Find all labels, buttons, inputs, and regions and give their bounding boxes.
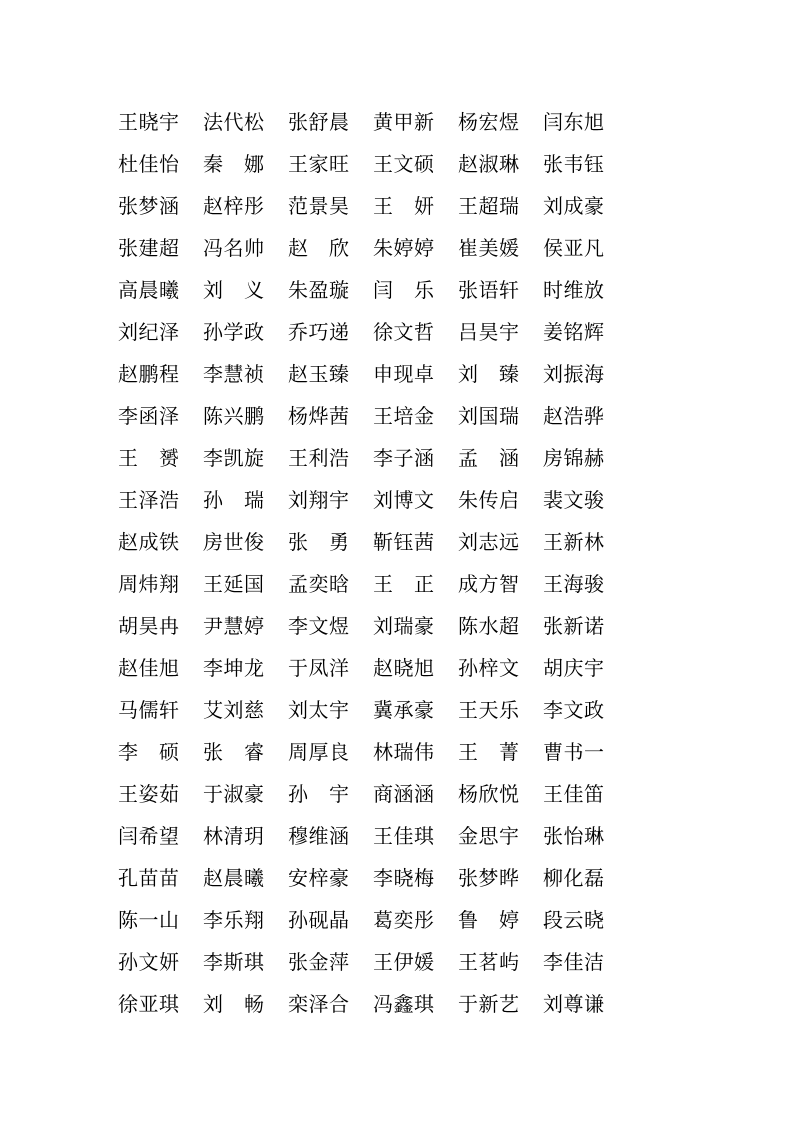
name-entry: 成方智: [458, 572, 520, 596]
name-entry: 张 勇: [288, 530, 350, 554]
name-entry: 陈一山: [118, 908, 180, 932]
name-entry: 孟 涵: [458, 446, 520, 470]
name-entry: 李佳洁: [543, 950, 605, 974]
name-entry: 于新艺: [458, 992, 520, 1016]
name-entry: 冀承豪: [373, 698, 435, 722]
name-entry: 杨欣悦: [458, 782, 520, 806]
name-entry: 王 妍: [373, 194, 435, 218]
name-entry: 乔巧递: [288, 320, 350, 344]
name-entry: 王新林: [543, 530, 605, 554]
name-entry: 马儒轩: [118, 698, 180, 722]
name-entry: 王姿茹: [118, 782, 180, 806]
name-entry: 王 赟: [118, 446, 180, 470]
name-entry: 时维放: [543, 278, 605, 302]
name-entry: 刘国瑞: [458, 404, 520, 428]
name-entry: 张 睿: [203, 740, 265, 764]
name-entry: 张新诺: [543, 614, 605, 638]
name-entry: 崔美媛: [458, 236, 520, 260]
name-entry: 孙文妍: [118, 950, 180, 974]
name-entry: 刘 畅: [203, 992, 265, 1016]
name-entry: 朱传启: [458, 488, 520, 512]
name-entry: 赵浩骅: [543, 404, 605, 428]
name-entry: 杨宏煜: [458, 110, 520, 134]
name-entry: 鲁 婷: [458, 908, 520, 932]
name-entry: 孙梓文: [458, 656, 520, 680]
name-entry: 王超瑞: [458, 194, 520, 218]
name-entry: 赵梓彤: [203, 194, 265, 218]
name-entry: 房世俊: [203, 530, 265, 554]
name-entry: 孙学政: [203, 320, 265, 344]
name-entry: 刘翔宇: [288, 488, 350, 512]
name-entry: 栾泽合: [288, 992, 350, 1016]
name-entry: 柳化磊: [543, 866, 605, 890]
name-entry: 尹慧婷: [203, 614, 265, 638]
name-entry: 安梓豪: [288, 866, 350, 890]
name-entry: 李文煜: [288, 614, 350, 638]
name-entry: 冯名帅: [203, 236, 265, 260]
name-entry: 王茗屿: [458, 950, 520, 974]
name-entry: 孔苗苗: [118, 866, 180, 890]
name-entry: 张梦晔: [458, 866, 520, 890]
name-entry: 闫东旭: [543, 110, 605, 134]
name-entry: 胡庆宇: [543, 656, 605, 680]
name-entry: 赵晨曦: [203, 866, 265, 890]
name-entry: 胡昊冉: [118, 614, 180, 638]
name-entry: 张梦涵: [118, 194, 180, 218]
name-entry: 李文政: [543, 698, 605, 722]
name-entry: 李乐翔: [203, 908, 265, 932]
name-entry: 李凯旋: [203, 446, 265, 470]
name-entry: 范景昊: [288, 194, 350, 218]
name-entry: 高晨曦: [118, 278, 180, 302]
name-entry: 王 正: [373, 572, 435, 596]
name-entry: 王延国: [203, 572, 265, 596]
name-entry: 张韦钰: [543, 152, 605, 176]
name-entry: 赵淑琳: [458, 152, 520, 176]
name-entry: 朱婷婷: [373, 236, 435, 260]
name-entry: 王利浩: [288, 446, 350, 470]
name-entry: 李慧祯: [203, 362, 265, 386]
name-entry: 段云晓: [543, 908, 605, 932]
name-entry: 李函泽: [118, 404, 180, 428]
name-entry: 朱盈璇: [288, 278, 350, 302]
name-entry: 吕昊宇: [458, 320, 520, 344]
name-entry: 林清玥: [203, 824, 265, 848]
name-entry: 刘 义: [203, 278, 265, 302]
name-entry: 闫 乐: [373, 278, 435, 302]
name-entry: 王泽浩: [118, 488, 180, 512]
name-entry: 陈兴鹏: [203, 404, 265, 428]
name-entry: 侯亚凡: [543, 236, 605, 260]
name-entry: 王佳笛: [543, 782, 605, 806]
name-entry: 孙 宇: [288, 782, 350, 806]
name-entry: 赵佳旭: [118, 656, 180, 680]
name-entry: 李子涵: [373, 446, 435, 470]
name-entry: 杜佳怡: [118, 152, 180, 176]
name-entry: 姜铭辉: [543, 320, 605, 344]
name-entry: 王天乐: [458, 698, 520, 722]
name-entry: 于淑豪: [203, 782, 265, 806]
name-entry: 秦 娜: [203, 152, 265, 176]
name-entry: 刘成豪: [543, 194, 605, 218]
name-entry: 张建超: [118, 236, 180, 260]
name-entry: 林瑞伟: [373, 740, 435, 764]
name-entry: 李坤龙: [203, 656, 265, 680]
name-entry: 王培金: [373, 404, 435, 428]
name-entry: 法代松: [203, 110, 265, 134]
name-entry: 房锦赫: [543, 446, 605, 470]
name-entry: 周厚良: [288, 740, 350, 764]
name-entry: 王佳琪: [373, 824, 435, 848]
name-entry: 周炜翔: [118, 572, 180, 596]
name-entry: 商涵涵: [373, 782, 435, 806]
name-entry: 李晓梅: [373, 866, 435, 890]
name-entry: 于凤洋: [288, 656, 350, 680]
name-entry: 陈水超: [458, 614, 520, 638]
name-entry: 刘志远: [458, 530, 520, 554]
name-entry: 刘纪泽: [118, 320, 180, 344]
name-entry: 孙 瑞: [203, 488, 265, 512]
name-entry: 刘太宇: [288, 698, 350, 722]
name-entry: 冯鑫琪: [373, 992, 435, 1016]
name-entry: 张语轩: [458, 278, 520, 302]
name-entry: 刘尊谦: [543, 992, 605, 1016]
name-entry: 申现卓: [373, 362, 435, 386]
name-entry: 王伊媛: [373, 950, 435, 974]
name-entry: 张舒晨: [288, 110, 350, 134]
name-entry: 赵 欣: [288, 236, 350, 260]
name-list-grid: [118, 101, 628, 1025]
name-entry: 徐亚琪: [118, 992, 180, 1016]
name-entry: 杨烨茜: [288, 404, 350, 428]
name-entry: 赵玉臻: [288, 362, 350, 386]
name-entry: 王海骏: [543, 572, 605, 596]
name-entry: 孟奕晗: [288, 572, 350, 596]
name-entry: 赵鹏程: [118, 362, 180, 386]
name-entry: 穆维涵: [288, 824, 350, 848]
name-entry: 曹书一: [543, 740, 605, 764]
name-entry: 金思宇: [458, 824, 520, 848]
name-entry: 王晓宇: [118, 110, 180, 134]
name-entry: 刘瑞豪: [373, 614, 435, 638]
name-entry: 刘 臻: [458, 362, 520, 386]
name-entry: 徐文哲: [373, 320, 435, 344]
name-entry: 赵成铁: [118, 530, 180, 554]
name-entry: 赵晓旭: [373, 656, 435, 680]
name-entry: 葛奕彤: [373, 908, 435, 932]
name-entry: 黄甲新: [373, 110, 435, 134]
name-entry: 李 硕: [118, 740, 180, 764]
name-entry: 靳钰茜: [373, 530, 435, 554]
name-entry: 艾刘慈: [203, 698, 265, 722]
name-entry: 李斯琪: [203, 950, 265, 974]
name-entry: 刘振海: [543, 362, 605, 386]
name-entry: 刘博文: [373, 488, 435, 512]
name-entry: 闫希望: [118, 824, 180, 848]
name-entry: 张金萍: [288, 950, 350, 974]
name-entry: 裴文骏: [543, 488, 605, 512]
name-entry: 张怡琳: [543, 824, 605, 848]
name-entry: 王家旺: [288, 152, 350, 176]
name-entry: 王 菁: [458, 740, 520, 764]
name-entry: 王文硕: [373, 152, 435, 176]
name-entry: 孙砚晶: [288, 908, 350, 932]
